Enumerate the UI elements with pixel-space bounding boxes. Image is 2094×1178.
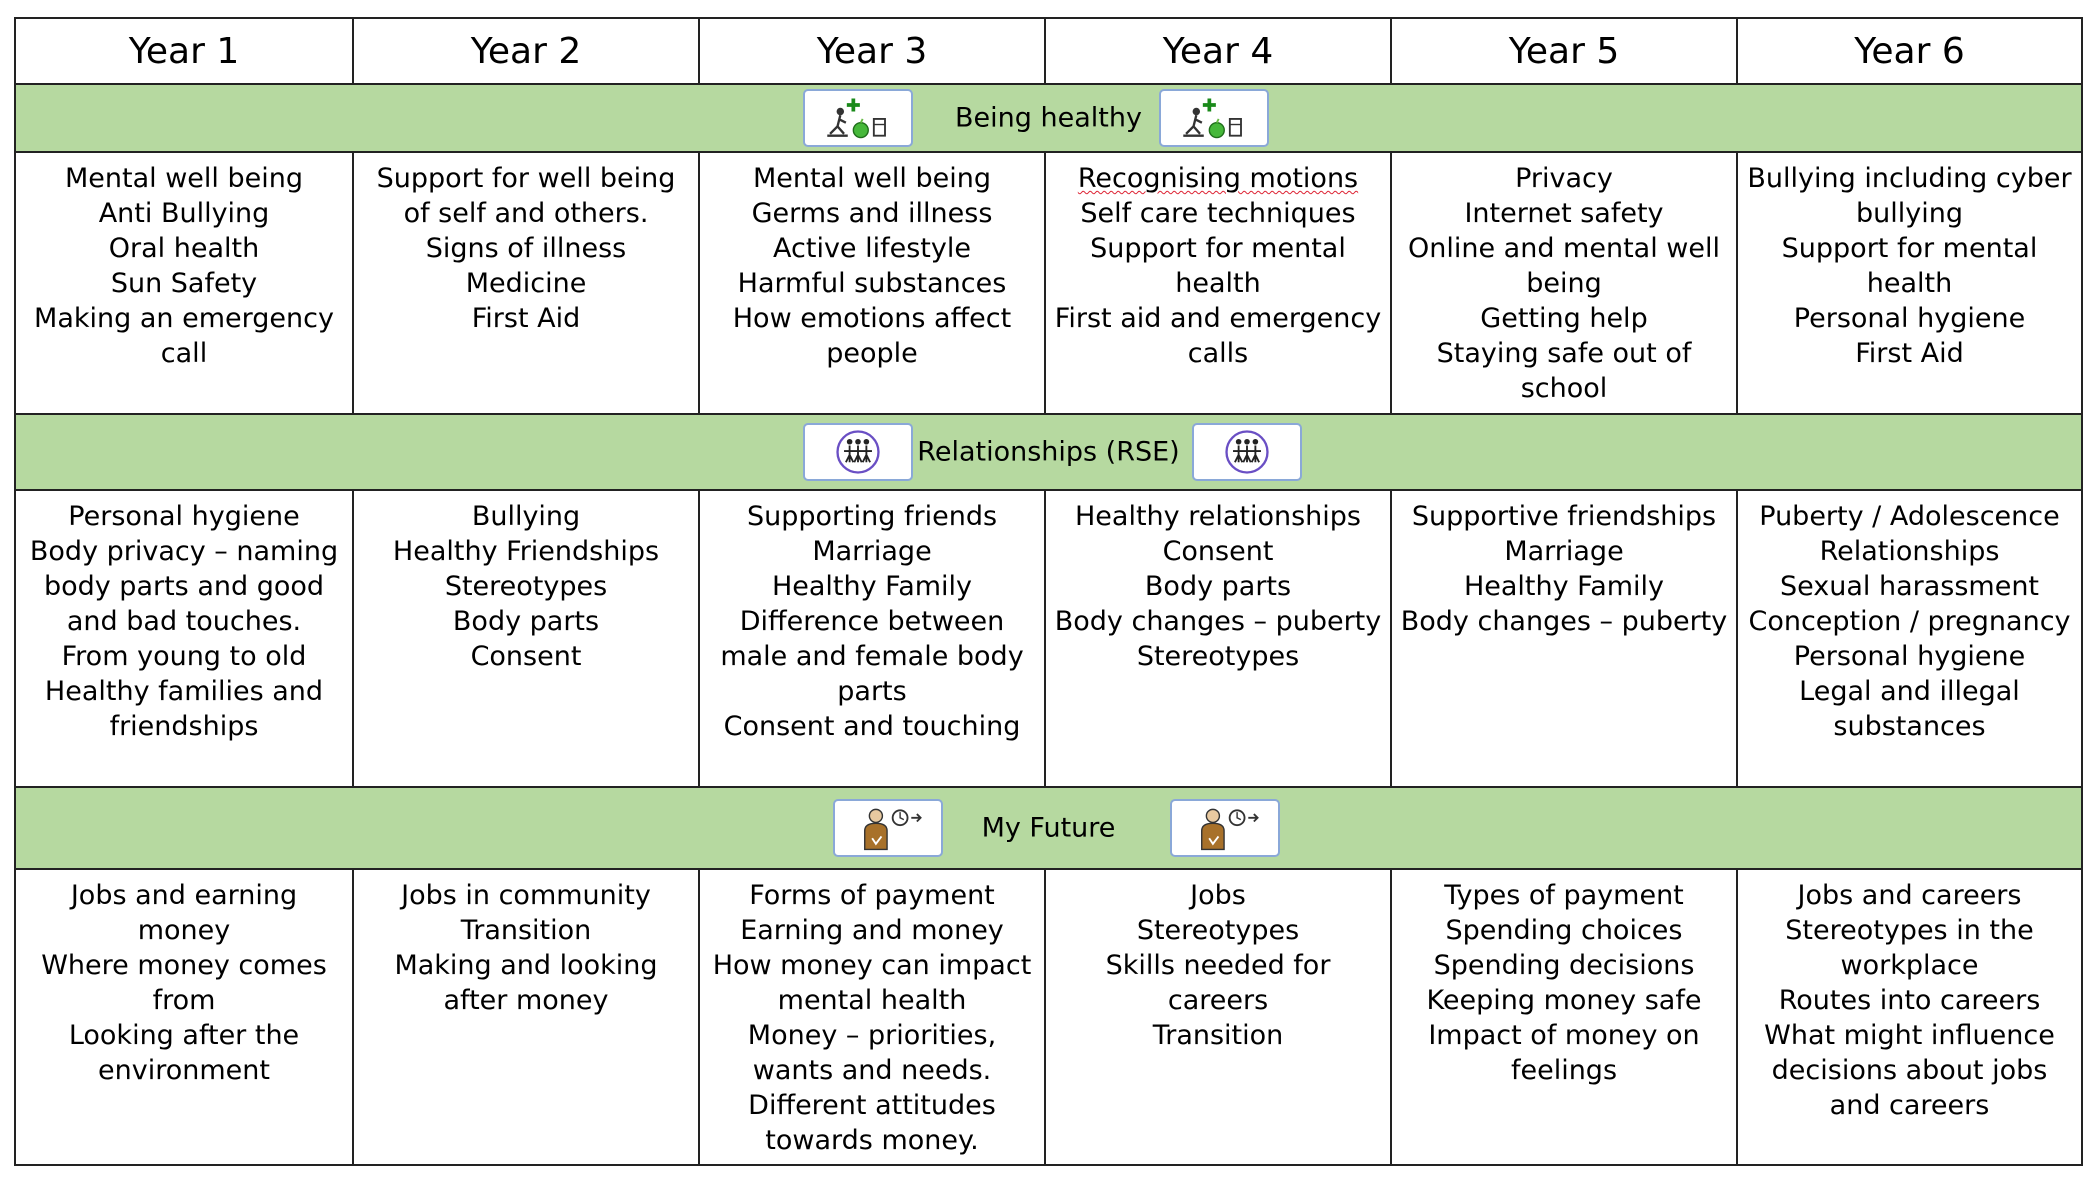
topic-item: First Aid: [471, 303, 581, 334]
topics-row-relationships: [15, 490, 2082, 787]
person-future-clock-icon: [833, 799, 943, 857]
topic-item: Sun Safety: [110, 268, 258, 299]
topic-item: Conception / pregnancy: [1748, 606, 2071, 637]
topic-item: Internet safety: [1464, 198, 1664, 229]
topic-item: Types of payment: [1444, 880, 1684, 911]
topic-item: Privacy: [1515, 163, 1613, 194]
curriculum-table: [14, 17, 2083, 1166]
topics-cell: [15, 152, 353, 414]
topic-item: Active lifestyle: [773, 233, 971, 264]
topic-item: Consent: [1162, 536, 1274, 567]
section-title: Relationships (RSE): [917, 436, 1180, 468]
topic-item: Making and looking after money: [394, 950, 658, 1016]
topic-item: Impact of money on feelings: [1428, 1020, 1700, 1086]
curriculum-grid: [14, 17, 2081, 1166]
topic-item: Signs of illness: [425, 233, 627, 264]
topic-item: Jobs and earning money: [70, 880, 298, 946]
topics-cell: [353, 490, 699, 787]
people-group-icon: [803, 423, 913, 481]
topic-item: Stereotypes: [1136, 641, 1300, 672]
topic-item: Getting help: [1480, 303, 1648, 334]
topic-item: Making an emergency call: [34, 303, 334, 369]
topic-item: Puberty / Adolescence: [1759, 501, 2060, 532]
topic-item: Jobs: [1190, 880, 1246, 911]
topic-item: From young to old: [61, 641, 307, 672]
year-header-row: [15, 18, 2082, 84]
topic-item: Oral health: [108, 233, 260, 264]
topics-cell: [1045, 152, 1391, 414]
topic-item: Healthy Friendships: [392, 536, 660, 567]
topic-item: Support for well being of self and others.: [376, 163, 676, 229]
topic-item: Body changes – puberty: [1054, 606, 1382, 637]
topic-item: Body parts: [452, 606, 600, 637]
topic-item: Supportive friendships: [1411, 501, 1717, 532]
topics-cell: [699, 869, 1045, 1165]
topic-item: Body changes – puberty: [1400, 606, 1728, 637]
topics-cell: [353, 152, 699, 414]
topic-item: Personal hygiene: [1793, 641, 2026, 672]
topic-item: Bullying including cyber bullying: [1747, 163, 2072, 229]
topic-item: Personal hygiene: [68, 501, 300, 532]
topic-item: Healthy Family: [771, 571, 973, 602]
topics-cell: [1391, 152, 1737, 414]
topic-item: Mental well being: [752, 163, 992, 194]
topic-item: Money – priorities, wants and needs.: [747, 1020, 997, 1086]
year-header: Year 3: [699, 18, 1045, 84]
section-title: Being healthy: [955, 102, 1142, 134]
year-header: Year 6: [1737, 18, 2082, 84]
topics-row-being-healthy: [15, 152, 2082, 414]
topic-item: Stereotypes: [444, 571, 608, 602]
topics-cell: [1391, 490, 1737, 787]
topic-item: Transition: [1152, 1020, 1284, 1051]
topic-item: Harmful substances: [737, 268, 1007, 299]
topics-cell: [1737, 152, 2082, 414]
topic-item: Personal hygiene: [1793, 303, 2026, 334]
section-band-relationships: [15, 414, 2082, 490]
topics-row-my-future: [15, 869, 2082, 1165]
topic-item: Jobs and careers: [1797, 880, 2022, 911]
topic-item: Mental well being: [64, 163, 304, 194]
topic-item: First aid and emergency calls: [1054, 303, 1382, 369]
topics-cell: [1737, 490, 2082, 787]
section-band-my-future: [15, 787, 2082, 869]
topic-item: Support for mental health: [1090, 233, 1346, 299]
topic-item: Skills needed for careers: [1105, 950, 1331, 1016]
topic-item: Online and mental well being: [1408, 233, 1720, 299]
topic-item: Healthy families and friendships: [44, 676, 324, 742]
topics-cell: [699, 152, 1045, 414]
section-band-being-healthy: [15, 84, 2082, 152]
year-header: Year 5: [1391, 18, 1737, 84]
topic-item: Transition: [460, 915, 592, 946]
topic-item: Stereotypes: [1136, 915, 1300, 946]
topic-item: Jobs in community: [401, 880, 651, 911]
topic-item: Where money comes from: [41, 950, 327, 1016]
topic-item: Healthy Family: [1463, 571, 1665, 602]
topic-item: Supporting friends: [746, 501, 998, 532]
topic-item: Staying safe out of school: [1436, 338, 1692, 404]
year-header: Year 1: [15, 18, 353, 84]
topic-item: Forms of payment: [749, 880, 995, 911]
topic-item: Sexual harassment: [1779, 571, 2040, 602]
topics-cell: [353, 869, 699, 1165]
topic-item: Stereotypes in the workplace: [1785, 915, 2034, 981]
topic-item: Spending decisions: [1433, 950, 1695, 981]
topic-item: How money can impact mental health: [712, 950, 1032, 1016]
healthy-lifestyle-icon: [1159, 89, 1269, 147]
topic-item: Legal and illegal substances: [1799, 676, 2020, 742]
topic-item: Keeping money safe: [1426, 985, 1702, 1016]
topic-item: Different attitudes towards money.: [748, 1090, 996, 1156]
topic-item: Difference between male and female body parts: [720, 606, 1024, 707]
topics-cell: [1391, 869, 1737, 1165]
topic-item: Recognising motions: [1077, 163, 1359, 194]
healthy-lifestyle-icon: [803, 89, 913, 147]
person-future-clock-icon: [1170, 799, 1280, 857]
topic-item: Consent and touching: [723, 711, 1021, 742]
topic-item: Healthy relationships: [1075, 501, 1361, 532]
topic-item: Support for mental health: [1781, 233, 2038, 299]
topic-item: Germs and illness: [751, 198, 993, 229]
topics-cell: [1045, 490, 1391, 787]
topics-cell: [699, 490, 1045, 787]
topic-item: Bullying: [471, 501, 581, 532]
topic-item: First Aid: [1855, 338, 1964, 369]
topic-item: Marriage: [1504, 536, 1624, 567]
topic-item: Consent: [470, 641, 582, 672]
topic-item: What might influence decisions about jobs and careers: [1764, 1020, 2055, 1121]
year-header: Year 4: [1045, 18, 1391, 84]
topic-item: Medicine: [465, 268, 587, 299]
topic-item: Body parts: [1144, 571, 1292, 602]
topic-item: Body privacy – naming body parts and good and bad touches.: [29, 536, 339, 637]
topic-item: Relationships: [1819, 536, 2000, 567]
topic-item: Spending choices: [1445, 915, 1683, 946]
topic-item: Marriage: [812, 536, 932, 567]
topics-cell: [15, 490, 353, 787]
topic-item: How emotions affect people: [732, 303, 1012, 369]
topics-cell: [15, 869, 353, 1165]
topic-item: Routes into careers: [1778, 985, 2041, 1016]
topics-cell: [1737, 869, 2082, 1165]
people-group-icon: [1192, 423, 1302, 481]
section-title: My Future: [981, 812, 1116, 844]
topic-item: Looking after the environment: [68, 1020, 300, 1086]
topic-item: Earning and money: [740, 915, 1004, 946]
topic-item: Anti Bullying: [98, 198, 270, 229]
topics-cell: [1045, 869, 1391, 1165]
topic-item: Self care techniques: [1080, 198, 1356, 229]
year-header: Year 2: [353, 18, 699, 84]
